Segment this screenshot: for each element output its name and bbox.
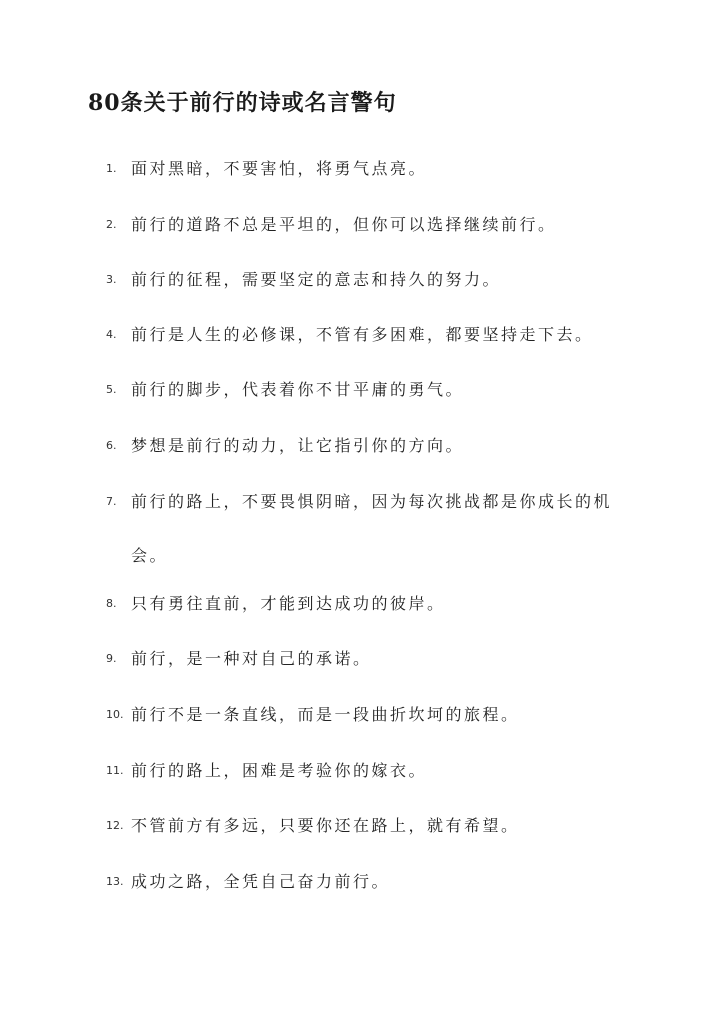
item-text: 面对黑暗，不要害怕，将勇气点亮。 (131, 159, 428, 178)
item-number: 6. (106, 439, 117, 452)
item-number: 13. (106, 875, 124, 888)
item-number: 1. (106, 162, 117, 175)
item-text: 梦想是前行的动力，让它指引你的方向。 (131, 436, 465, 455)
document-title: 80条关于前行的诗或名言警句 (88, 90, 397, 116)
item-number: 11. (106, 764, 124, 777)
item-number: 8. (106, 597, 117, 610)
item-number: 7. (106, 495, 117, 508)
item-number: 2. (106, 218, 117, 231)
item-number: 9. (106, 652, 117, 665)
item-text: 前行是人生的必修课，不管有多困难，都要坚持走下去。 (131, 325, 594, 344)
item-text: 前行的路上，困难是考验你的嫁衣。 (131, 761, 428, 780)
item-text: 前行的道路不总是平坦的，但你可以选择继续前行。 (131, 215, 557, 234)
item-text: 前行的路上，不要畏惧阴暗，因为每次挑战都是你成长的机会。 (131, 492, 613, 565)
item-text: 不管前方有多远，只要你还在路上，就有希望。 (131, 816, 520, 835)
item-number: 10. (106, 708, 124, 721)
item-number: 3. (106, 273, 117, 286)
item-text: 前行，是一种对自己的承诺。 (131, 649, 372, 668)
item-text: 成功之路，全凭自己奋力前行。 (131, 872, 391, 891)
item-number: 5. (106, 383, 117, 396)
item-number: 12. (106, 819, 124, 832)
item-text: 前行的征程，需要坚定的意志和持久的努力。 (131, 270, 502, 289)
item-number: 4. (106, 328, 117, 341)
item-text: 前行的脚步，代表着你不甘平庸的勇气。 (131, 380, 465, 399)
item-text: 前行不是一条直线，而是一段曲折坎坷的旅程。 (131, 705, 520, 724)
item-text: 只有勇往直前，才能到达成功的彼岸。 (131, 594, 446, 613)
